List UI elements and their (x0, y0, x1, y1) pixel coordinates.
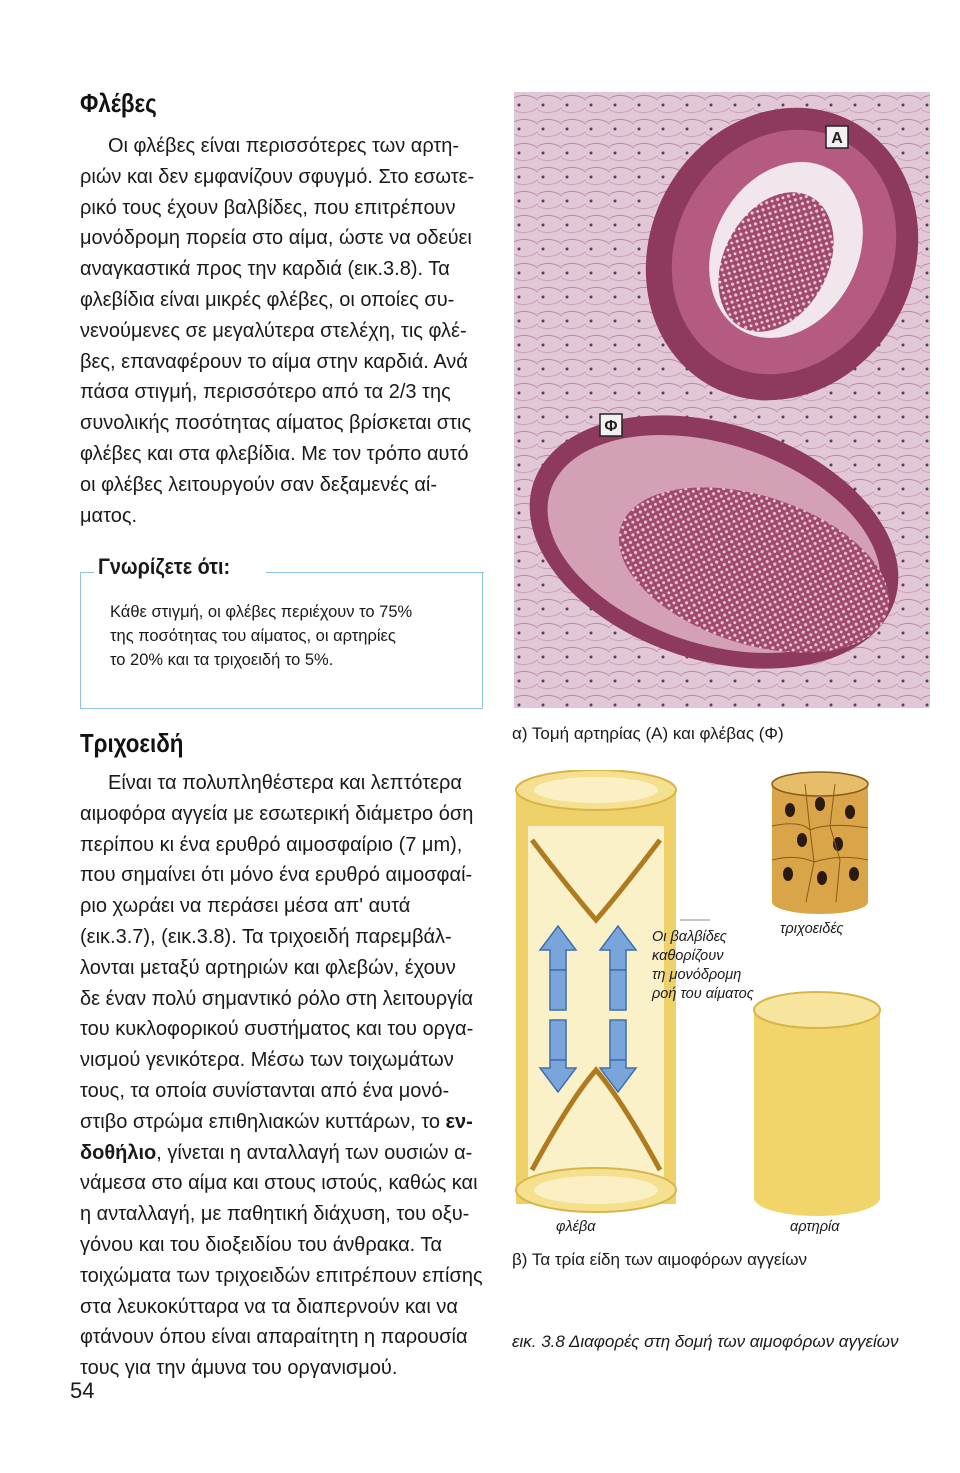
valves-label-line: ροή του αίματος (652, 986, 754, 1002)
capillaries-line: γόνου και του διοξειδίου του άνθρακα. Τα (80, 1233, 443, 1256)
capillaries-line: η ανταλλαγή, με παθητική διάχυση, του οξυ- (80, 1203, 470, 1226)
artery-illustration (754, 992, 880, 1216)
did-you-know-box (80, 554, 484, 710)
capillaries-line: φτάνουν όπου είναι απαραίτητη η παρουσία (80, 1326, 468, 1349)
capillaries-line: ριο χωράει να περάσει μέσα απ' αυτά (80, 895, 411, 918)
artery-body (754, 1010, 880, 1198)
veins-line: Οι φλέβες είναι περισσότερες των αρτη- (108, 135, 460, 157)
veins-line: ριών και δεν εμφανίζουν σφυγμό. Στο εσωτε- (80, 165, 475, 188)
capillaries-line: λονται μεταξύ αρτηριών και φλεβών, έχουν (80, 956, 456, 979)
capillaries-line: Είναι τα πολυπληθέστερα και λεπτότερα (108, 772, 462, 794)
capillaries-paragraph (80, 768, 486, 1384)
micrograph (514, 92, 930, 708)
veins-paragraph (80, 131, 486, 531)
capillary-bottom (772, 890, 868, 914)
veins-line: νενούμενες σε μεγαλύτερα στελέχη, τις φλέ- (80, 319, 467, 342)
micrograph-svg (514, 92, 930, 708)
valves-label-line: Οι βαλβίδες (652, 929, 727, 945)
capillaries-line: αιμοφόρα αγγεία με εσωτερική διάμετρο όση (80, 802, 474, 825)
capillaries-line: τους, τα οποία συνίστανται από ένα μονό- (80, 1079, 450, 1102)
capillaries-line-prefix: στιβο στρώμα επιθηλιακών κυττάρων, το (80, 1110, 446, 1133)
bold-term-part1: εν- (445, 1110, 473, 1133)
bold-term-part2: δοθήλιο (80, 1141, 157, 1164)
did-you-know-line: της ποσότητας του αίματος, οι αρτηρίες (110, 627, 396, 645)
capillary-illustration (772, 772, 868, 914)
veins-line: φλέβες και στα φλεβίδια. Με τον τρόπο αυτό (80, 442, 469, 465)
page-number: 54 (70, 1378, 95, 1403)
section-title-veins: Φλέβες (80, 88, 157, 118)
veins-line: συνολικής ποσότητας αίματος βρίσκεται στις (80, 412, 472, 435)
capillaries-line (80, 1107, 486, 1138)
caption-a: α) Τομή αρτηρίας (Α) και φλέβας (Φ) (512, 724, 784, 743)
veins-line: αναγκαστικά προς την καρδιά (εικ.3.8). Τα (80, 258, 450, 281)
capillaries-line: του κυκλοφορικού συστήματος και του οργα- (80, 1018, 474, 1041)
did-you-know-line: το 20% και τα τριχοειδή το 5%. (110, 651, 334, 669)
vein-inner (528, 826, 664, 1186)
label-a: A (831, 130, 843, 147)
veins-line: πάσα στιγμή, περισσότερο από τα 2/3 της (80, 381, 451, 404)
valves-label-line: τη μονόδρομη (652, 967, 742, 983)
section-title-capillaries: Τριχοειδή (80, 728, 184, 758)
capillaries-line: νισμού γενικότερα. Μέσω των τοιχωμάτων (80, 1049, 454, 1072)
capillaries-line: νάμεσα στο αίμα και στους ιστούς, καθώς και (80, 1172, 478, 1195)
artery-bottom (754, 1180, 880, 1216)
veins-line: οι φλέβες λειτουργούν σαν δεξαμενές αί- (80, 473, 437, 496)
capillaries-line: τοιχώματα των τριχοειδών επιτρέπουν επίσης (80, 1264, 483, 1287)
capillaries-line: δε έναν πολύ σημαντικό ρόλο στη λειτουργία (80, 987, 474, 1010)
did-you-know-title: Γνωρίζετε ότι: (98, 554, 231, 579)
caption-b: β) Τα τρία είδη των αιμοφόρων αγγείων (512, 1250, 808, 1269)
veins-line: μονόδρομη πορεία στο αίμα, ώστε να οδεύει (80, 227, 472, 250)
veins-line: φλεβίδια είναι μικρές φλέβες, οι οποίες συ- (80, 288, 455, 311)
capillaries-line: περίπου κι ένα ερυθρό αιμοσφαίριο (7 μm), (80, 833, 463, 856)
veins-line: ρικό τους έχουν βαλβίδες, που επιτρέπουν (80, 196, 456, 219)
capillaries-line: (εικ.3.7), (εικ.3.8). Τα τριχοειδή παρεμβάλ- (80, 925, 452, 948)
capillaries-line (80, 1138, 486, 1169)
artery-top (754, 992, 880, 1028)
capillary-top (772, 772, 868, 796)
label-phi: Φ (604, 418, 618, 435)
valves-label (652, 928, 772, 1004)
did-you-know-text (110, 600, 476, 672)
valves-label-line: καθορίζουν (652, 948, 724, 964)
artery-label: αρτηρία (790, 1219, 840, 1235)
capillaries-line: τους για την άμυνα του οργανισμού. (80, 1357, 398, 1380)
vein-top-lumen (534, 777, 658, 803)
capillaries-line-suffix: , γίνεται η ανταλλαγή των ουσιών α- (156, 1141, 473, 1164)
did-you-know-line: Κάθε στιγμή, οι φλέβες περιέχουν το 75% (110, 603, 413, 621)
veins-line: βες, επαναφέρουν το αίμα στην καρδιά. Ανά (80, 350, 468, 373)
capillary-label: τριχοειδές (780, 921, 844, 937)
veins-line: ματος. (80, 504, 138, 527)
figure-reference: εικ. 3.8 Διαφορές στη δομή των αιμοφόρων αγγείων (512, 1332, 899, 1351)
vein-label: φλέβα (556, 1219, 596, 1235)
vein-bottom-lumen (534, 1176, 658, 1204)
capillaries-line: που σημαίνει ότι μόνο ένα ερυθρό αιμοσφαί- (80, 864, 473, 887)
capillaries-line: στα λευκοκύτταρα να τα διαπερνούν και να (80, 1295, 458, 1318)
